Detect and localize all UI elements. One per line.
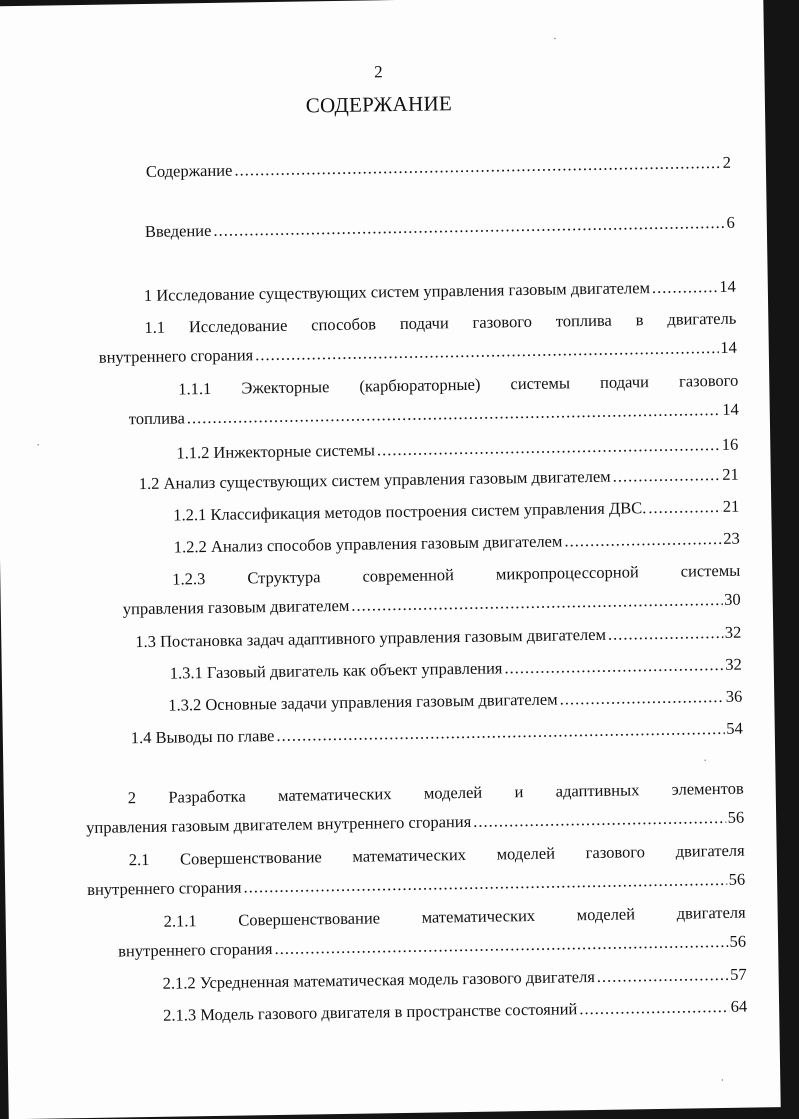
toc-entry-title: Введение <box>144 220 212 241</box>
toc-entry-title: 2.1.2 Усредненная математическая модель газового двигателя <box>162 966 595 993</box>
dot-leader <box>648 497 721 518</box>
dot-leader <box>243 870 726 898</box>
toc-entry-title: 1.2.2 Анализ способов управления газовым двигателем <box>173 531 563 557</box>
toc-entry-title: 1.3.1 Газовый двигатель как объект управления <box>169 658 503 683</box>
toc-page-number: 23 <box>723 528 740 548</box>
dot-leader <box>597 965 729 987</box>
toc-page-number: 54 <box>726 718 743 738</box>
toc-entry[interactable] <box>122 561 741 620</box>
dot-leader <box>612 465 720 487</box>
toc-entry-title-continued: управления газовым двигателем внутреннего сгорания <box>86 811 472 837</box>
dot-leader <box>255 338 718 365</box>
toc-page-number: 2 <box>722 152 732 172</box>
dot-leader <box>504 655 723 678</box>
scan-speck: · <box>720 1072 725 1088</box>
dot-leader <box>377 435 720 460</box>
page-title: СОДЕРЖАНИЕ <box>305 91 453 118</box>
dot-leader <box>564 529 721 551</box>
toc-page-number: 21 <box>722 496 740 516</box>
dot-leader <box>608 623 723 645</box>
toc-page-number: 14 <box>722 399 739 419</box>
toc-entry[interactable] <box>131 719 743 749</box>
dot-leader <box>187 400 721 428</box>
toc-page-number: 56 <box>729 931 747 951</box>
toc-page-number: 64 <box>730 996 748 1016</box>
toc-entry-title: 2 Разработка математических моделей и адаптивных элементов <box>127 778 744 808</box>
scan-speck: · <box>703 753 708 768</box>
toc-entry-title-continued: внутреннего сгорания <box>87 877 242 899</box>
toc-entry-title: 2.1 Совершенствование математических моделей газового двигателя <box>128 840 745 870</box>
scan-speck: · <box>552 31 558 46</box>
toc-entry[interactable] <box>146 153 731 182</box>
toc-page-number: 14 <box>720 337 737 357</box>
toc-page-number: 14 <box>719 276 736 296</box>
toc-entry-title: 1.4 Выводы по главе <box>130 725 275 748</box>
toc-entry[interactable] <box>170 655 742 684</box>
toc-page-number: 32 <box>724 622 742 642</box>
dot-leader <box>473 808 726 832</box>
toc-entry[interactable] <box>168 687 742 716</box>
toc-page-number: 57 <box>729 964 747 984</box>
toc-entry[interactable] <box>86 779 745 838</box>
dot-leader <box>274 932 727 959</box>
toc-entry[interactable] <box>128 371 739 430</box>
toc-entry[interactable] <box>144 277 736 306</box>
toc-page-number: 21 <box>722 464 739 484</box>
toc-entry[interactable] <box>176 435 738 464</box>
dot-leader <box>652 277 718 298</box>
toc-entry-title: 1 Исследование существующих систем управления газовым двигателем <box>143 278 651 305</box>
toc-entry-title: 1.1.1 Эжекторные (карбюраторные) системы подачи газового <box>178 370 739 399</box>
scan-speck: · <box>36 437 41 452</box>
toc-entry-title-continued: внутреннего сгорания <box>118 939 273 961</box>
toc-page-number: 56 <box>728 869 746 889</box>
toc-page-number: 36 <box>725 686 743 706</box>
toc-entry[interactable] <box>135 623 741 653</box>
dot-leader <box>559 687 723 710</box>
toc-entry[interactable] <box>145 213 735 242</box>
dot-leader <box>234 153 721 181</box>
toc-entry-title: 1.1 Исследование способов подачи газового топлива в двигатель <box>144 308 737 337</box>
toc-entry-title: 2.1.3 Модель газового двигателя в пространстве состояний <box>163 999 578 1025</box>
toc-entry[interactable] <box>163 997 747 1026</box>
toc-entry[interactable] <box>173 497 739 526</box>
page-number: 2 <box>373 62 383 82</box>
toc-entry-title: 1.3.2 Основные задачи управления газовым двигателем <box>168 689 558 715</box>
toc-entry[interactable] <box>118 903 747 962</box>
toc-entry[interactable] <box>87 841 746 900</box>
dot-leader <box>276 719 724 746</box>
toc-entry-title-continued: управления газовым двигателем <box>122 595 350 619</box>
toc-entry-title: 1.3 Постановка задач адаптивного управления газовым двигателем <box>135 624 607 652</box>
toc-entry-title: 1.2 Анализ существующих систем управления газовым двигателем <box>138 466 611 494</box>
toc-entry-title: Содержание <box>145 160 233 181</box>
toc-entry[interactable] <box>98 309 737 368</box>
toc-entry-title: 1.2.3 Структура современной микропроцессорной системы <box>172 560 741 589</box>
dot-leader <box>351 590 722 616</box>
toc-page-number: 32 <box>725 654 742 674</box>
toc-entry[interactable] <box>174 529 740 558</box>
toc-entry-title: 1.2.1 Классификация методов построения систем управления ДВС. <box>173 498 647 525</box>
toc-page-number: 56 <box>727 807 745 827</box>
toc-page-number: 16 <box>721 434 739 454</box>
toc-entry-title: 1.1.2 Инжекторные системы <box>176 440 376 463</box>
toc-entry-title-continued: топлива <box>128 408 185 429</box>
toc-page-number: 6 <box>726 212 735 232</box>
toc-page-number: 30 <box>724 589 741 609</box>
toc-entry[interactable] <box>163 965 747 994</box>
dot-leader <box>579 997 729 1019</box>
toc-entry-title-continued: внутреннего сгорания <box>98 345 254 367</box>
dot-leader <box>213 213 724 241</box>
toc-entry[interactable] <box>139 465 739 494</box>
toc-entry-title: 2.1.1 Совершенствование математических моделей двигателя <box>163 902 746 931</box>
